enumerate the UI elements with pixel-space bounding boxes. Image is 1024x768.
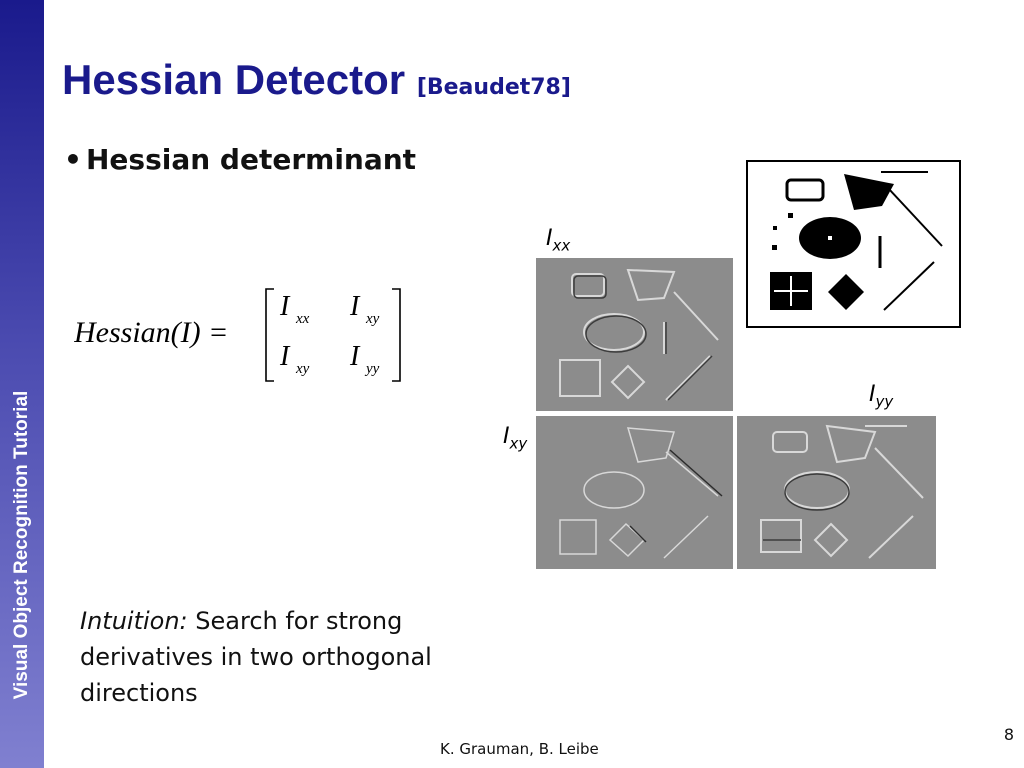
matrix-left-bracket <box>266 289 274 381</box>
footer-authors: K. Grauman, B. Leibe <box>440 740 599 758</box>
bullet-item <box>64 143 416 176</box>
matrix-entry-base: I <box>280 341 290 372</box>
page-number: 8 <box>1003 725 1014 744</box>
matrix-entry-sub: xx <box>296 311 310 327</box>
bullet-dot-icon: • <box>64 143 82 176</box>
bullet-text: Hessian determinant <box>86 143 417 176</box>
matrix-entry-base: I <box>280 291 290 322</box>
label-ixy: $I_{xy}$ <box>503 424 528 453</box>
intuition-caption <box>80 603 480 711</box>
matrix-entry-base: I <box>350 291 360 322</box>
title-reference: [Beaudet78] <box>416 75 571 100</box>
label-ixx: $I_{xx}$ <box>546 226 571 255</box>
ixy-derivative-image <box>536 416 733 569</box>
ixx-derivative-image <box>536 258 733 411</box>
formula-lhs: Hessian(I) = <box>74 316 229 349</box>
matrix-entry-sub: yy <box>366 361 380 377</box>
matrix-entry-base: I <box>350 341 360 372</box>
sidebar-label: Visual Object Recognition Tutorial <box>11 390 32 700</box>
sidebar-band <box>0 0 44 768</box>
original-image <box>746 160 961 328</box>
label-iyy: $I_{yy}$ <box>869 382 894 411</box>
matrix-right-bracket <box>392 289 400 381</box>
slide-title <box>62 54 571 114</box>
matrix-entry-sub: xy <box>366 311 380 327</box>
matrix-entry-sub: xy <box>296 361 310 377</box>
caption-emphasis: Intuition: <box>80 607 188 635</box>
title-main: Hessian Detector <box>62 56 406 103</box>
hessian-formula <box>74 285 414 385</box>
caption-text: Search for strong derivatives in two orthogonal directions <box>80 607 432 707</box>
iyy-derivative-image <box>737 416 936 569</box>
